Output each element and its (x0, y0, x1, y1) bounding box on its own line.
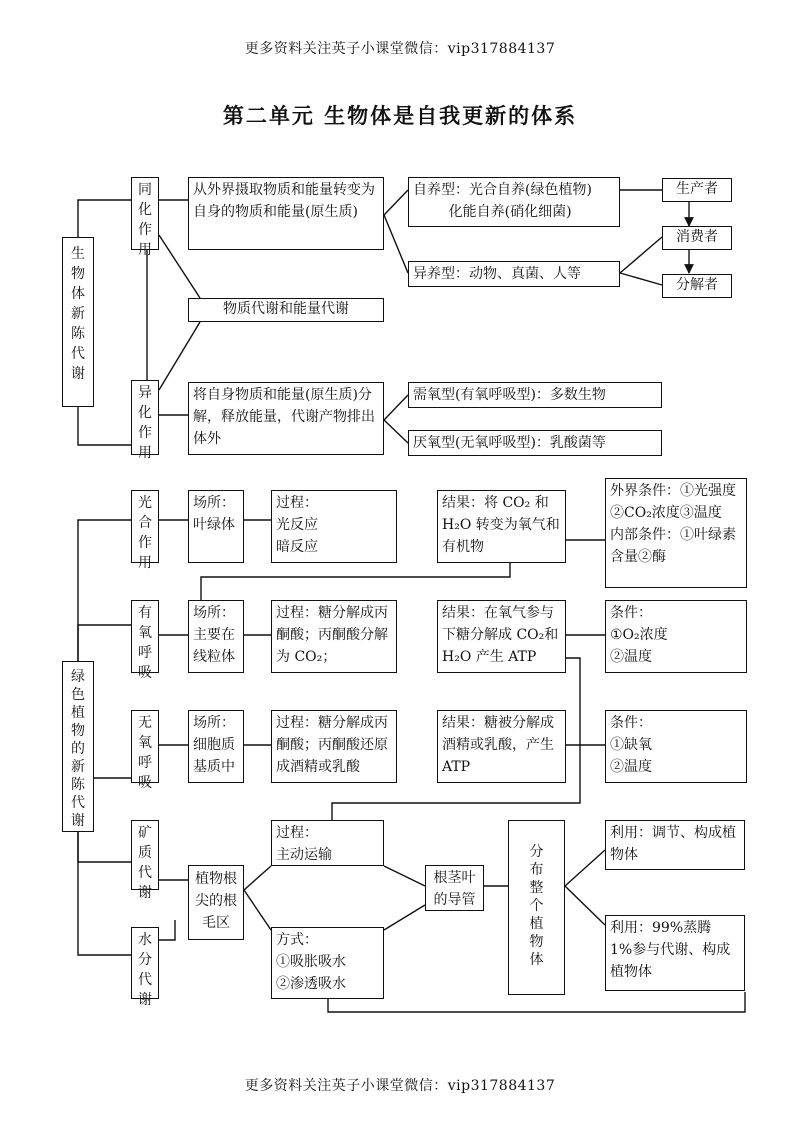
box-label: 利用：调节、构成植物体 (610, 825, 736, 863)
box-label: 分解者 (676, 277, 718, 293)
box-aerobic-site (188, 600, 244, 673)
box-label: 根茎叶 的导管 (433, 870, 476, 908)
box-label: 场所： 主要在 线粒体 (193, 605, 235, 665)
box-label: 厌氧型(无氧呼吸型)：乳酸菌等 (413, 435, 606, 451)
box-water-use (605, 915, 745, 991)
box-label: 分 布 整 个 植 物 体 (529, 844, 544, 968)
box-label: 需氧型(有氧呼吸型)：多数生物 (413, 387, 606, 403)
box-aerobic-type (408, 382, 662, 408)
box-active-transport (271, 820, 384, 866)
box-label: 利用：99%蒸腾 1%参与代谢、构成植物体 (610, 920, 731, 980)
box-label: 异养型：动物、真菌、人等 (413, 266, 581, 282)
box-photosynthesis-process (271, 490, 397, 563)
box-label: 条件： ①O₂浓度 ②温度 (610, 605, 668, 665)
box-aerobic-respiration (131, 600, 159, 681)
box-label: 同 化 作 用 (138, 182, 152, 258)
box-heterotroph (408, 261, 620, 287)
box-photosynthesis-conditions (605, 478, 747, 588)
box-plant-metabolism-root (62, 661, 94, 832)
header-text: 更多资料关注英子小课堂微信：vip317884137 (244, 41, 556, 57)
box-decomposer (662, 274, 732, 298)
box-consumer (662, 226, 732, 250)
box-label: 结果：将 CO₂ 和 H₂O 转变为氧气和有机物 (442, 495, 560, 555)
box-water-absorption (271, 927, 384, 999)
box-label: 物质代谢和能量代谢 (223, 301, 349, 317)
box-aerobic-result (437, 600, 566, 673)
box-anaerobic-result (437, 710, 566, 783)
box-label: 绿 色 植 物 的 新 陈 代 谢 (71, 669, 85, 829)
box-label: 消费者 (676, 229, 718, 245)
box-label: 将自身物质和能量(原生质)分解，释放能量，代谢产物排出体外 (193, 387, 375, 447)
box-label: 方式： ①吸胀吸水 ②渗透吸水 (276, 932, 346, 992)
box-assimilation-desc (188, 177, 384, 250)
box-label: 外界条件：①光强度②CO₂浓度③温度 内部条件：①叶绿素含量②酶 (610, 483, 736, 565)
box-mineral-use (605, 820, 745, 870)
box-vessel (425, 865, 484, 911)
box-label: 场所： 细胞质 基质中 (193, 715, 235, 775)
box-aerobic-process (271, 600, 397, 673)
box-label: 生产者 (676, 181, 718, 197)
box-label: 过程： 主动运输 (276, 825, 332, 863)
box-dissimilation-desc (188, 382, 384, 455)
box-producer (662, 178, 732, 202)
box-metabolism-types (188, 298, 384, 322)
box-metabolism-root (62, 237, 94, 407)
box-label: 水 分 代 谢 (138, 932, 152, 1008)
box-photosynthesis-site (188, 490, 244, 563)
page-title: 第二单元 生物体是自我更新的体系 (222, 103, 578, 128)
box-anaerobic-process (271, 710, 397, 783)
footer-text: 更多资料关注英子小课堂微信：vip317884137 (244, 1078, 556, 1094)
box-label: 光 合 作 用 (138, 495, 152, 571)
box-autotroph (408, 177, 620, 227)
box-label: 条件： ①缺氧 ②温度 (610, 715, 652, 775)
box-label: 结果：糖被分解成酒精或乳酸，产生 ATP (442, 715, 554, 775)
box-label: 生 物 体 新 陈 代 谢 (71, 246, 85, 382)
box-label: 场所： 叶绿体 (193, 495, 235, 533)
box-anaerobic-site (188, 710, 244, 783)
box-label: 过程：糖分解成丙酮酸；丙酮酸分解为 CO₂； (276, 605, 388, 665)
box-photosynthesis (131, 490, 159, 571)
box-anaerobic-conditions (605, 710, 747, 783)
box-label: 结果：在氧气参与下糖分解成 CO₂和 H₂O 产生 ATP (442, 605, 559, 665)
box-distribution (508, 820, 565, 995)
box-anaerobic-respiration (131, 710, 159, 791)
box-label: 过程： 光反应 暗反应 (276, 495, 318, 555)
box-water-metabolism (131, 927, 159, 1008)
box-mineral-metabolism (131, 820, 159, 901)
box-label: 自养型：光合自养(绿色植物) 化能自养(硝化细菌) (413, 182, 592, 220)
box-label: 无 氧 呼 吸 (138, 715, 152, 791)
box-anaerobic-type (408, 430, 662, 456)
box-label: 从外界摄取物质和能量转变为自身的物质和能量(原生质) (193, 182, 375, 220)
box-photosynthesis-result (437, 490, 566, 563)
box-dissimilation (131, 380, 159, 461)
box-aerobic-conditions (605, 600, 747, 673)
box-root-hair-zone (188, 865, 244, 940)
box-assimilation (131, 177, 159, 258)
box-label: 植物根 尖的根 毛区 (195, 871, 237, 931)
box-label: 过程：糖分解成丙酮酸；丙酮酸还原成酒精或乳酸 (276, 715, 388, 775)
box-label: 异 化 作 用 (138, 385, 152, 461)
box-label: 有 氧 呼 吸 (138, 605, 152, 681)
box-label: 矿 质 代 谢 (138, 825, 152, 901)
